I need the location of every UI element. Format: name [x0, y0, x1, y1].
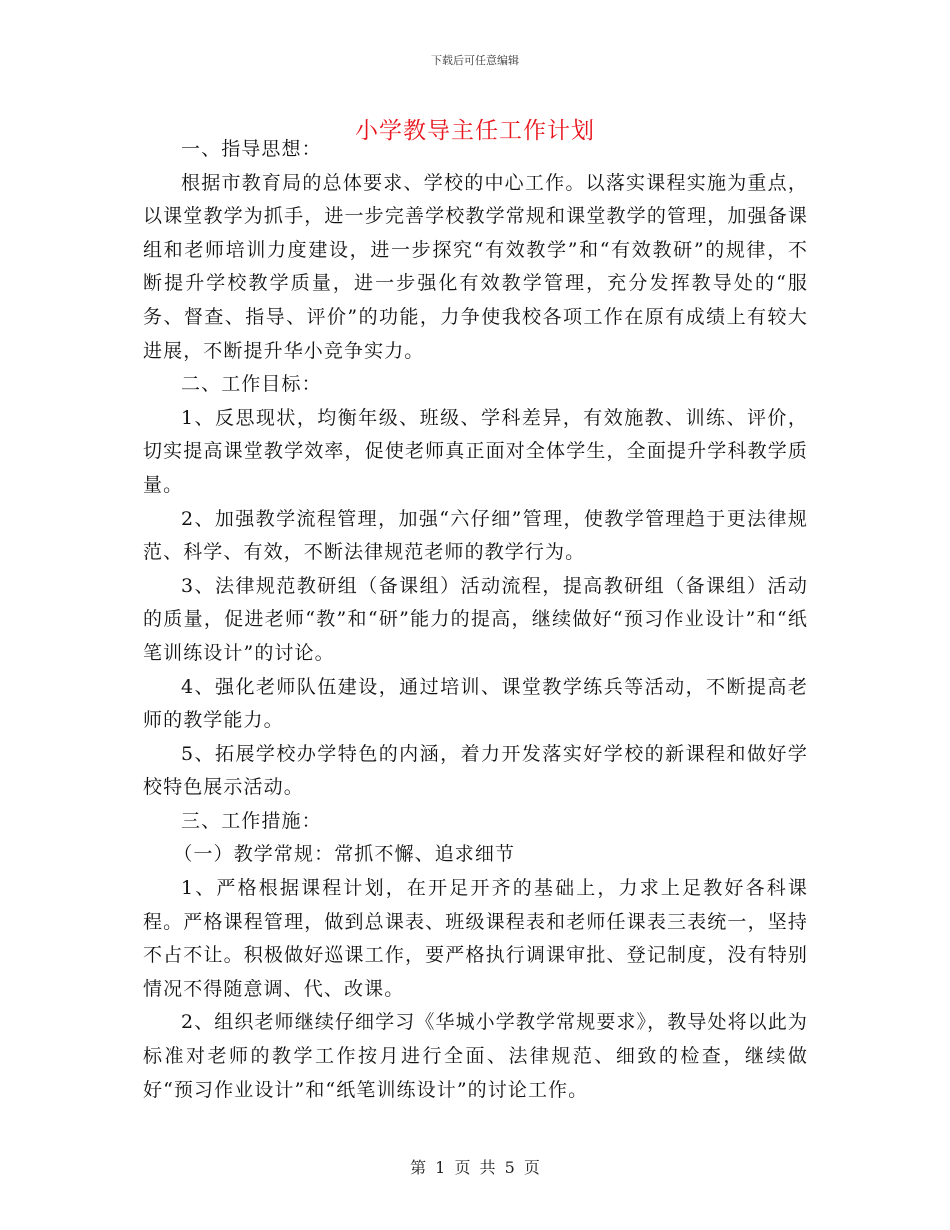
goal-item-4: 4、强化老师队伍建设，通过培训、课堂教学练兵等活动，不断提高老师的教学能力。 [143, 675, 808, 732]
measure-item-1: 1、严格根据课程计划，在开足开齐的基础上，力求上足教好各科课程。严格课程管理，做到总课表、班级课程表和老师任课表三表统一，坚持不占不让。积极做好巡课工作，要严格执行调课审批、登记制度，没有特别情况不得随意调、代、改课。 [143, 877, 808, 1000]
section-heading-work-goals: 二、工作目标： [181, 373, 322, 396]
document-title: 小学教导主任工作计划 [355, 118, 595, 144]
goal-item-2: 2、加强教学流程管理，加强“六仔细”管理，使教学管理趋于更法律规范、科学、有效，不断法律规范老师的教学行为。 [143, 507, 808, 564]
page-number: 第 1 页 共 5 页 [410, 1158, 540, 1177]
section-heading-work-measures: 三、工作措施： [181, 809, 322, 832]
measure-item-2: 2、组织老师继续仔细学习《华城小学教学常规要求》，教导处将以此为标准对老师的教学工作按月进行全面、法律规范、细致的检查，继续做好“预习作业设计”和“纸笔训练设计”的讨论工作。 [143, 1011, 808, 1101]
goal-item-1: 1、反思现状，均衡年级、班级、学科差异，有效施教、训练、评价，切实提高课堂教学效率，促使老师真正面对全体学生，全面提升学科教学质量。 [143, 406, 808, 496]
section-heading-guiding-thought: 一、指导思想： [181, 138, 322, 160]
goal-item-3: 3、法律规范教研组（备课组）活动流程，提高教研组（备课组）活动的质量，促进老师“教”和“研”能力的提高，继续做好“预习作业设计”和“纸笔训练设计”的讨论。 [143, 574, 808, 664]
paragraph-guiding-thought: 根据市教育局的总体要求、学校的中心工作。以落实课程实施为重点，以课堂教学为抓手，进一步完善学校教学常规和课堂教学的管理，加强备课组和老师培训力度建设，进一步探究“有效教学”和“有效教研”的规律，不断提升学校教学质量，进一步强化有效教学管理，充分发挥教导处的“服务、督查、指导、评价”的功能，力争使我校各项工作在原有成绩上有较大进展，不断提升华小竞争实力。 [143, 171, 808, 362]
subsection-heading-teaching-routine: （一）教学常规：常抓不懈、追求细节 [173, 843, 516, 866]
goal-item-5: 5、拓展学校办学特色的内涵，着力开发落实好学校的新课程和做好学校特色展示活动。 [143, 742, 808, 799]
document-body [143, 133, 808, 1107]
header-note: 下载后可任意编辑 [431, 54, 519, 67]
